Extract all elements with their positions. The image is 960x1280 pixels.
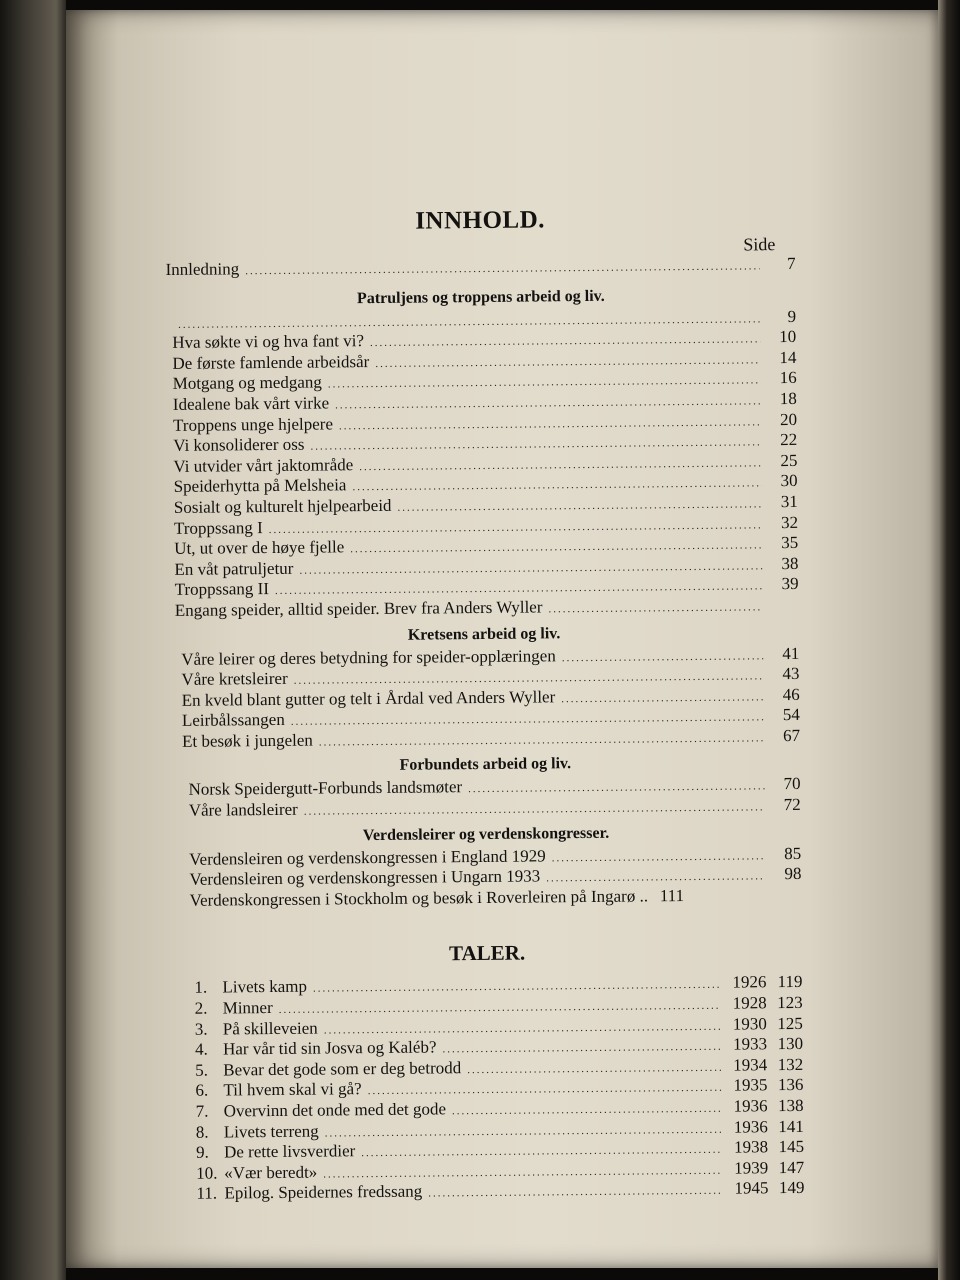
speech-year: 1939 [734, 1158, 769, 1178]
speech-number: 7. [195, 1101, 209, 1121]
dot-leader [548, 598, 763, 619]
speech-page: 138 [778, 1095, 804, 1116]
speech-title: «Vær beredt» [224, 1162, 318, 1183]
dot-leader [361, 1141, 722, 1163]
table-of-contents [165, 204, 805, 1206]
speech-year: 1934 [733, 1055, 768, 1075]
entry-page: 70 [783, 774, 801, 794]
section-entries [171, 845, 802, 911]
entry-title: Våre landsleirer [188, 799, 298, 820]
speech-page: 123 [777, 992, 803, 1013]
dot-leader [304, 798, 765, 821]
speech-number: 5. [195, 1060, 209, 1080]
speech-number: 4. [194, 1039, 208, 1059]
speech-page: 145 [778, 1137, 805, 1157]
speech-year: 1935 [733, 1075, 768, 1095]
speech-year: 1938 [733, 1137, 769, 1157]
entry-page: 16 [779, 368, 797, 388]
dot-leader [467, 1059, 721, 1080]
speech-year: 1930 [732, 1013, 767, 1034]
speech-number: 8. [195, 1122, 209, 1142]
section-entries [169, 644, 800, 753]
entry-page: 32 [780, 512, 799, 532]
dot-leader [368, 1079, 722, 1101]
entry-title: Engang speider, alltid speider. Brev fra Anders Wyller [174, 597, 543, 620]
speech-year: 1936 [733, 1096, 768, 1116]
entry-title: Troppens unge hjelpere [172, 413, 334, 435]
dot-leader [552, 847, 766, 868]
entry-page: 72 [783, 794, 801, 815]
speech-year: 1926 [732, 972, 767, 993]
dot-leader [452, 1100, 722, 1121]
speech-page: 149 [778, 1178, 805, 1198]
speech-title: Har vår tid sin Josva og Kaléb? [222, 1037, 437, 1059]
speech-year: 1945 [734, 1178, 769, 1198]
speech-number: 10. [196, 1163, 218, 1183]
dot-leader [313, 976, 721, 999]
entry-title: Troppssang I [173, 517, 263, 538]
dot-leader [323, 1161, 722, 1183]
entry-page: 46 [782, 684, 800, 704]
dot-leader [350, 536, 762, 559]
section-entries [170, 775, 800, 822]
entry-page: 67 [782, 725, 801, 745]
toc-entry [182, 727, 800, 754]
speech-year: 1933 [732, 1034, 768, 1054]
entry-page: 31 [780, 491, 798, 512]
entry-title: De første famlende arbeidsår [172, 351, 370, 373]
entry-title: Et besøk i jungelen [182, 730, 313, 751]
dot-leader [324, 1017, 721, 1039]
speech-page: 141 [778, 1116, 804, 1136]
toc-entry [189, 796, 801, 822]
speech-title: Overvinn det onde med det gode [223, 1099, 447, 1121]
entry-title: En kveld blant gutter og telt i Årdal ved Anders Wyller [181, 686, 556, 710]
entry-title: Ut, ut over de høye fjelle [174, 537, 345, 559]
speech-number: 11. [196, 1183, 218, 1204]
speech-number: 1. [194, 978, 208, 998]
entry-page: 22 [780, 430, 798, 450]
dot-leader [546, 868, 765, 889]
entry-title: Våre kretsleirer [181, 668, 288, 689]
dot-leader [397, 495, 762, 517]
entry-title: Troppssang II [174, 579, 270, 600]
speech-number: 3. [194, 1019, 208, 1039]
speech-title: De rette livsverdier [223, 1141, 356, 1162]
facing-page-edge [0, 0, 66, 1280]
dot-leader [370, 330, 760, 352]
entry-title: Vi utvider vårt jaktområde [173, 454, 354, 476]
entry-page: 7 [786, 253, 796, 274]
entry-page: 111 [659, 885, 685, 906]
book-cover-edge [938, 0, 960, 1280]
dot-leader [375, 351, 760, 373]
dot-leader [442, 1038, 721, 1059]
entry-title: Verdensleiren og verdenskongressen i Ungarn 1933 [189, 866, 541, 890]
entry-page: 9 [787, 306, 797, 326]
entry-page: 43 [782, 664, 800, 684]
entry-title: Våre leirer og deres betydning for speider-opplæringen [181, 645, 556, 669]
section-heading: Verdensleirer og verdenskongresser. [362, 824, 610, 844]
entry-page: 38 [781, 553, 799, 573]
speech-title: Minner [222, 998, 273, 1018]
entry-title: Innledning [165, 259, 240, 279]
speech-page: 132 [777, 1054, 804, 1074]
speech-title: Livets kamp [222, 977, 308, 997]
entry-title: Idealene bak vårt virke [172, 393, 330, 414]
page-column-label: Side [743, 234, 776, 255]
dot-leader [561, 688, 764, 709]
section-heading: Patruljens og troppens arbeid og liv. [356, 287, 605, 307]
section-heading: Forbundets arbeid og liv. [399, 755, 572, 775]
dot-leader [359, 454, 761, 476]
dot-leader [468, 778, 765, 799]
entry-title: En våt patruljetur [174, 558, 294, 579]
speech-title: På skilleveien [222, 1018, 318, 1039]
entry-page: 35 [781, 533, 799, 553]
speeches-list [172, 973, 804, 1206]
speeches-title: TALER. [449, 941, 526, 966]
speech-year: 1928 [732, 993, 767, 1013]
entry-page: 18 [779, 388, 797, 409]
entry-page: 41 [782, 643, 800, 663]
entry-page: 25 [780, 450, 798, 470]
entry-title: Motgang og medgang [172, 372, 322, 394]
speech-page: 125 [777, 1013, 803, 1033]
dot-leader [352, 475, 761, 498]
entry-title: Speiderhytta på Melsheia [173, 475, 347, 497]
entry-title: Verdenskongressen i Stockholm og besøk i Roverleiren på Ingarø .. [189, 886, 649, 910]
dot-leader [319, 729, 764, 752]
speech-number: 6. [195, 1081, 209, 1101]
section-heading: Kretsens arbeid og liv. [407, 624, 561, 644]
entry-page: 10 [779, 327, 797, 347]
speech-year: 1936 [733, 1116, 768, 1137]
speech-title: Epilog. Speidernes fredssang [224, 1181, 423, 1203]
dot-leader [245, 257, 759, 281]
entry-page: 14 [779, 347, 797, 367]
entry-page: 20 [779, 409, 798, 429]
dot-leader [562, 647, 764, 668]
toc-entry [190, 886, 802, 910]
speech-page: 147 [778, 1157, 805, 1177]
entry-page: 30 [780, 471, 798, 491]
speech-title: Livets terreng [223, 1121, 319, 1142]
entry-page: 85 [784, 843, 802, 863]
entry-page: 39 [781, 574, 799, 594]
section-entries [166, 308, 799, 623]
toc-entry [175, 596, 799, 623]
speech-title: Bevar det gode som er deg betrodd [223, 1058, 462, 1080]
entry-title: Vi konsoliderer oss [173, 434, 305, 456]
dot-leader [325, 1120, 722, 1142]
entry-title: Norsk Speidergutt-Forbunds landsmøter [188, 777, 463, 800]
entry-page: 54 [782, 705, 800, 725]
dot-leader [428, 1182, 722, 1203]
contents-title: INNHOLD. [415, 206, 546, 235]
speech-number: 2. [194, 998, 208, 1018]
speech-number: 9. [195, 1142, 209, 1162]
speech-page: 136 [777, 1075, 804, 1095]
entry-page: 98 [784, 864, 802, 884]
speech-title: Til hvem skal vi gå? [223, 1079, 362, 1100]
speech-page: 119 [777, 972, 803, 992]
entry-title: Leirbålssangen [181, 710, 285, 731]
entry-title: Sosialt og kulturelt hjelpearbeid [173, 495, 392, 517]
entry-title: Hva søkte vi og hva fant vi? [172, 331, 365, 353]
entry-title: Verdensleiren og verdenskongressen i England 1929 [189, 846, 546, 869]
speech-page: 130 [777, 1034, 804, 1054]
